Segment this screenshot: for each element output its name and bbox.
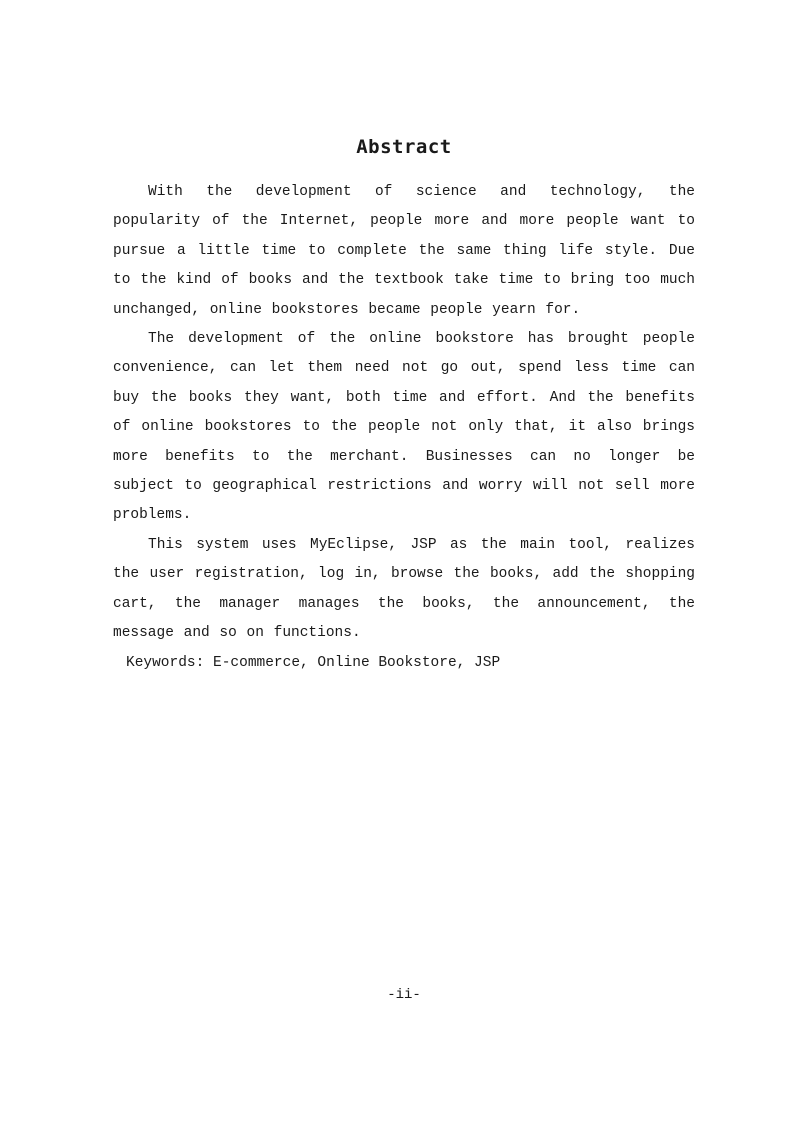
abstract-paragraph-1: With the development of science and technology, the popularity of the Internet, people more and more people want to pursue a little time to complete the same thing life style. Due to the kind of books and the textbook take time to bring too much unchanged, online bookstores became people yearn for. — [113, 184, 695, 318]
keywords-line: Keywords: E-commerce, Online Bookstore, JSP — [126, 654, 501, 671]
abstract-paragraph-2: The development of the online bookstore has brought people convenience, can let them need not go out, spend less time can buy the books they want, both time and effort. And the benefits of online bookstores to the people not only that, it also brings more benefits to the merchant. Businesses can no longer be subject to geographical restrictions and worry will not sell more problems. — [113, 331, 695, 524]
page-number: -ii- — [387, 987, 421, 1003]
abstract-body — [113, 178, 695, 678]
page-title: Abstract — [356, 136, 452, 158]
abstract-paragraph-3: This system uses MyEclipse, JSP as the main tool, realizes the user registration, log in, browse the books, add the shopping cart, the manager manages the books, the announcement, the message and so on functions. — [113, 536, 695, 642]
